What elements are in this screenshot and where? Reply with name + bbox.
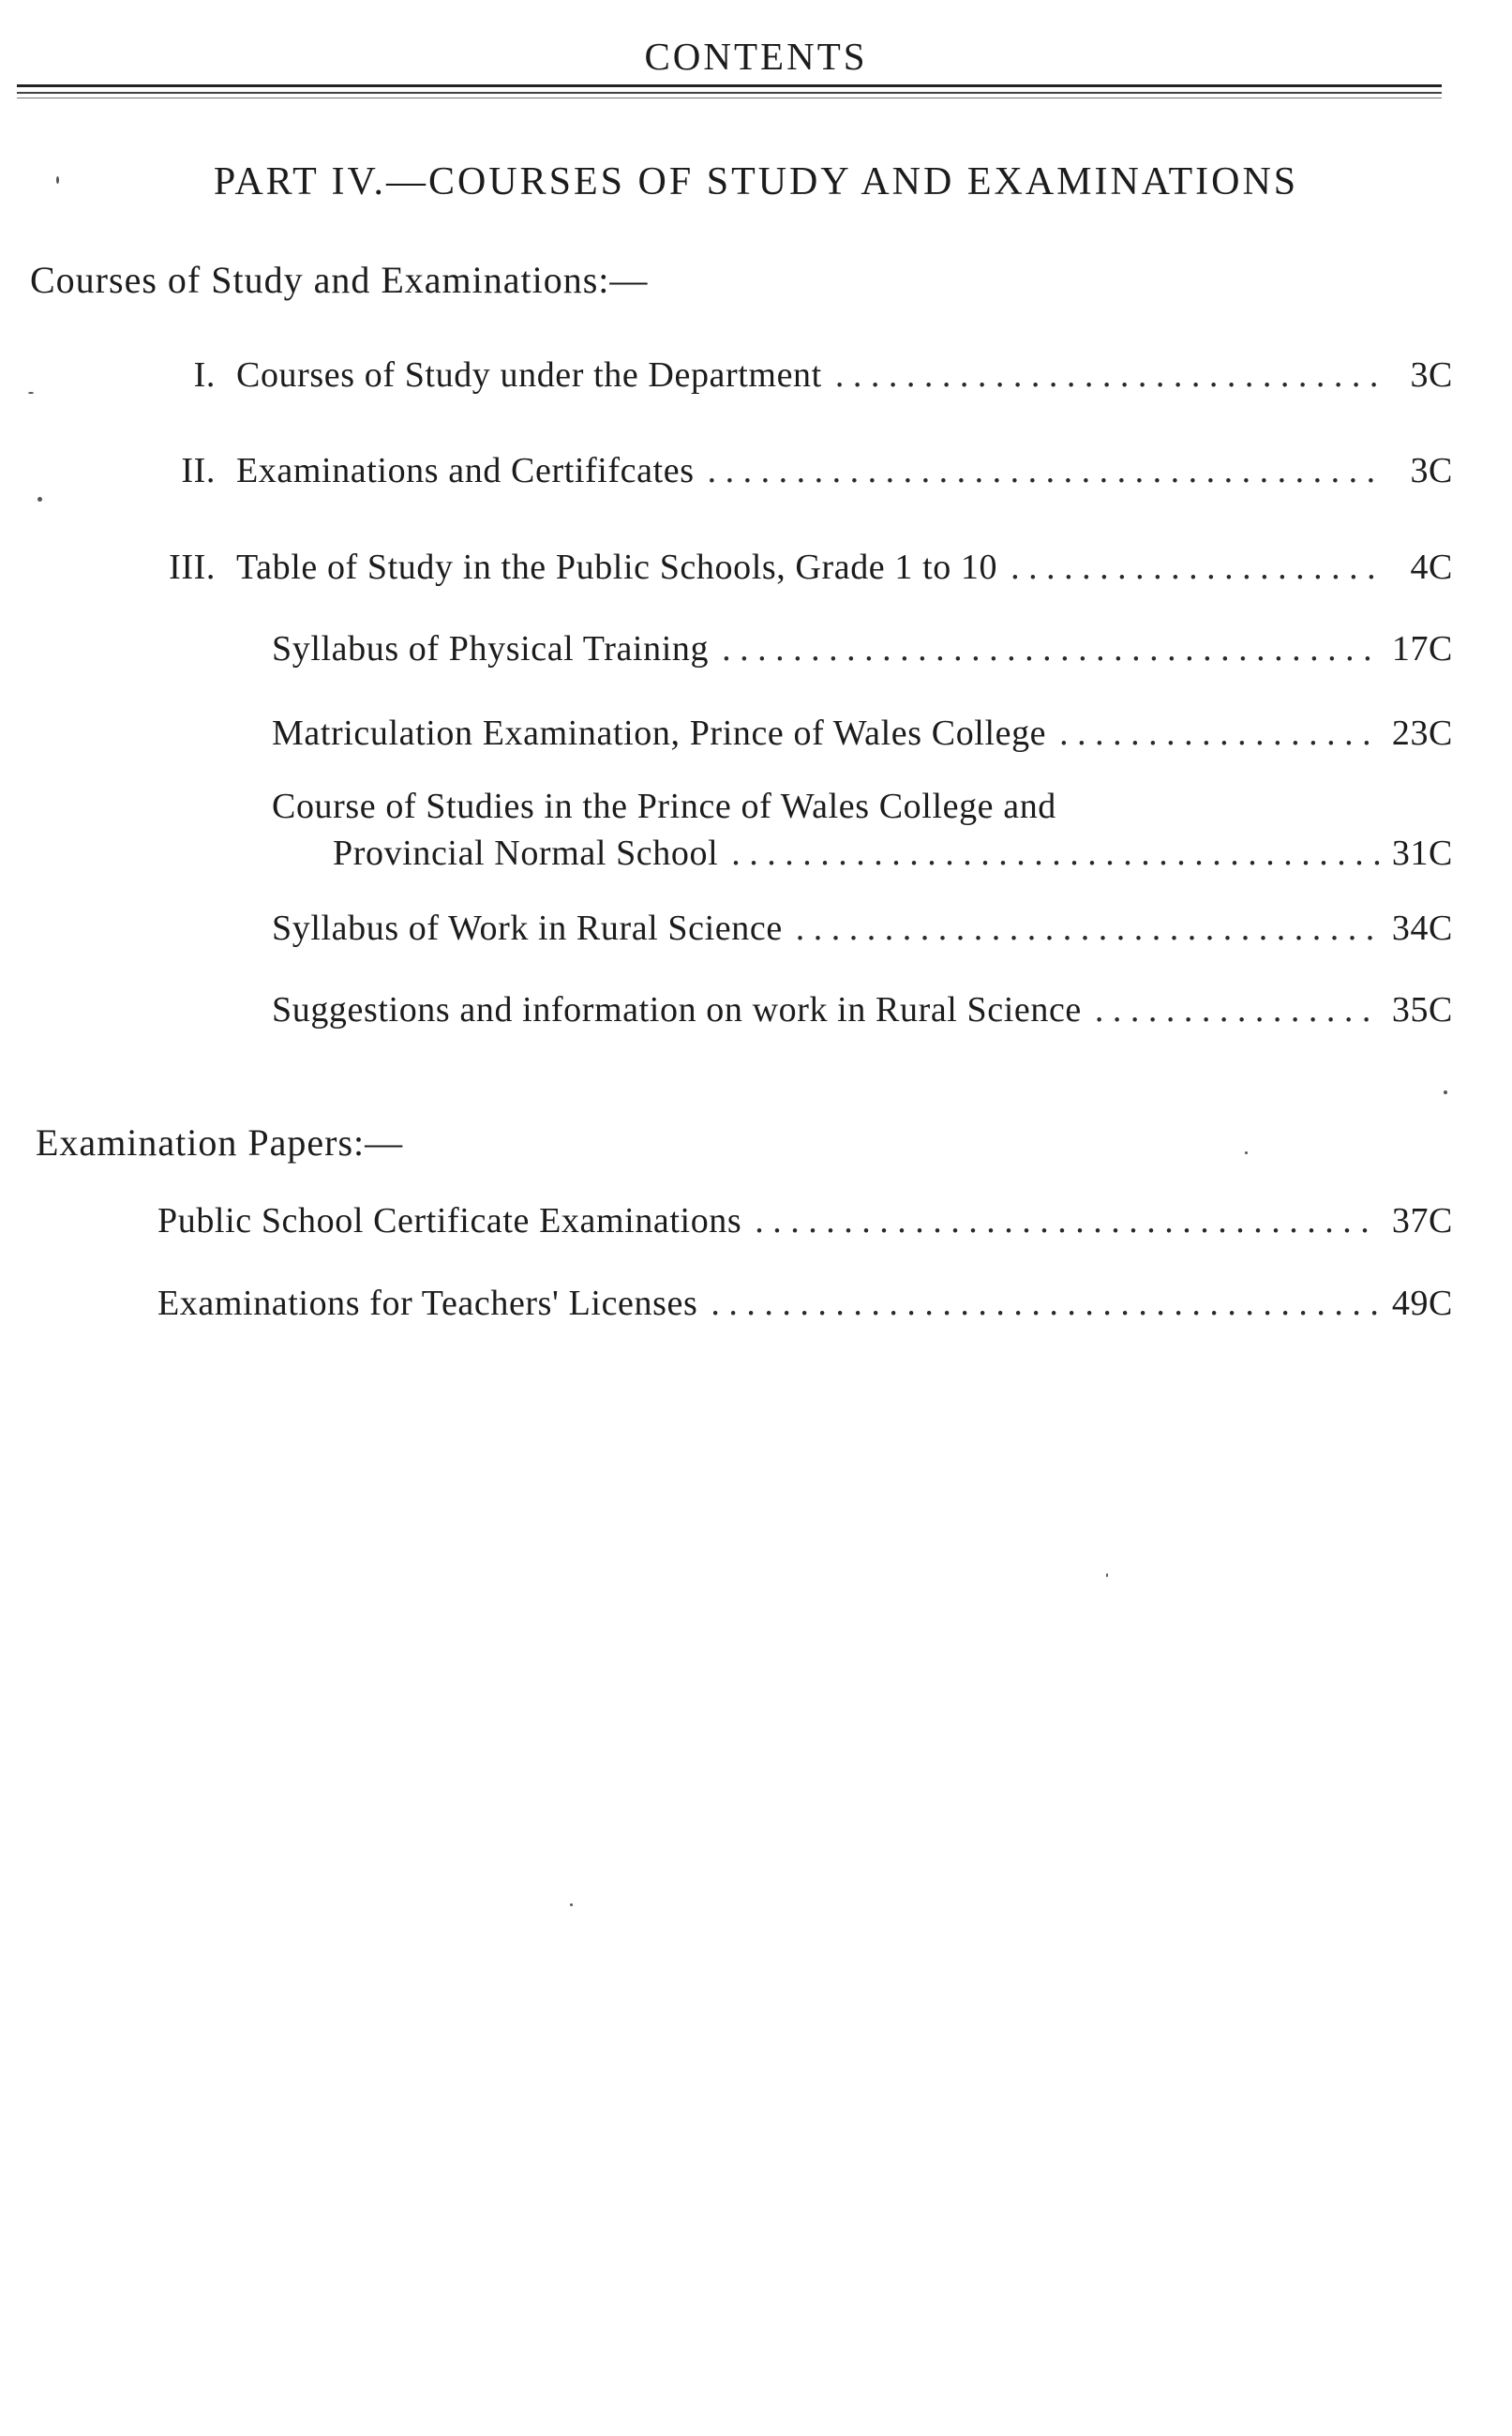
dot-leader <box>783 908 1380 949</box>
entry-page-number: 3C <box>1410 451 1453 490</box>
toc-entry[interactable] <box>272 628 1453 675</box>
scan-speck <box>56 176 59 184</box>
entry-number: I. <box>193 355 216 395</box>
dot-leader <box>697 1283 1380 1324</box>
entry-page-number: 23C <box>1391 714 1453 753</box>
scan-speck <box>28 392 34 394</box>
entry-page-number: 49C <box>1391 1284 1453 1323</box>
dot-leader <box>695 450 1380 491</box>
toc-entry[interactable] <box>112 450 1453 497</box>
scan-speck <box>1444 1090 1447 1094</box>
dot-leader <box>822 354 1380 396</box>
dot-leader <box>709 628 1380 669</box>
toc-entry[interactable] <box>333 833 1453 880</box>
header-rule-secondary <box>17 92 1442 94</box>
exam-section-heading: Examination Papers:— <box>36 1121 404 1164</box>
scan-speck <box>1106 1573 1108 1577</box>
toc-entry[interactable] <box>272 713 1453 759</box>
entry-page-number: 4C <box>1410 548 1453 587</box>
toc-entry[interactable] <box>272 989 1453 1036</box>
entry-title: Examinations for Teachers' Licenses <box>157 1284 698 1323</box>
entry-page-number: 17C <box>1391 629 1453 669</box>
entry-number: II. <box>181 451 216 490</box>
header-rule <box>17 84 1442 87</box>
entry-title: Public School Certificate Examinations <box>157 1201 742 1241</box>
entry-number: III. <box>169 548 216 587</box>
toc-entry[interactable] <box>112 547 1453 594</box>
scan-speck <box>37 497 42 502</box>
entry-page-number: 35C <box>1391 990 1453 1030</box>
entry-title: Table of Study in the Public Schools, Grade 1 to 10 <box>236 548 998 587</box>
toc-entry[interactable] <box>157 1200 1453 1247</box>
scan-speck <box>570 1903 573 1906</box>
entry-title: Courses of Study under the Department <box>236 355 822 395</box>
toc-entry[interactable] <box>272 908 1453 955</box>
running-head: CONTENTS <box>644 35 868 78</box>
entry-title: Syllabus of Work in Rural Science <box>272 909 783 948</box>
scan-speck <box>1245 1151 1248 1154</box>
entry-title: Provincial Normal School <box>333 834 719 873</box>
toc-entry[interactable] <box>157 1283 1453 1330</box>
entry-title: Syllabus of Physical Training <box>272 629 710 669</box>
entry-page-number: 31C <box>1391 834 1453 873</box>
courses-section-heading: Courses of Study and Examinations:— <box>30 259 649 301</box>
entry-page-number: 3C <box>1410 355 1453 395</box>
dot-leader <box>1046 713 1380 754</box>
entry-title-line1: Course of Studies in the Prince of Wales College and <box>272 787 1056 826</box>
dot-leader <box>718 833 1380 874</box>
entry-title: Matriculation Examination, Prince of Wales College <box>272 714 1047 753</box>
dot-leader <box>997 547 1380 588</box>
toc-entry[interactable] <box>112 354 1453 401</box>
dot-leader <box>1082 989 1380 1030</box>
entry-title: Examinations and Certififcates <box>236 451 695 490</box>
entry-page-number: 37C <box>1391 1201 1453 1241</box>
entry-title: Suggestions and information on work in Rural Science <box>272 990 1082 1030</box>
entry-page-number: 34C <box>1391 909 1453 948</box>
part-title: PART IV.—COURSES OF STUDY AND EXAMINATIONS <box>213 160 1299 203</box>
dot-leader <box>741 1200 1380 1241</box>
